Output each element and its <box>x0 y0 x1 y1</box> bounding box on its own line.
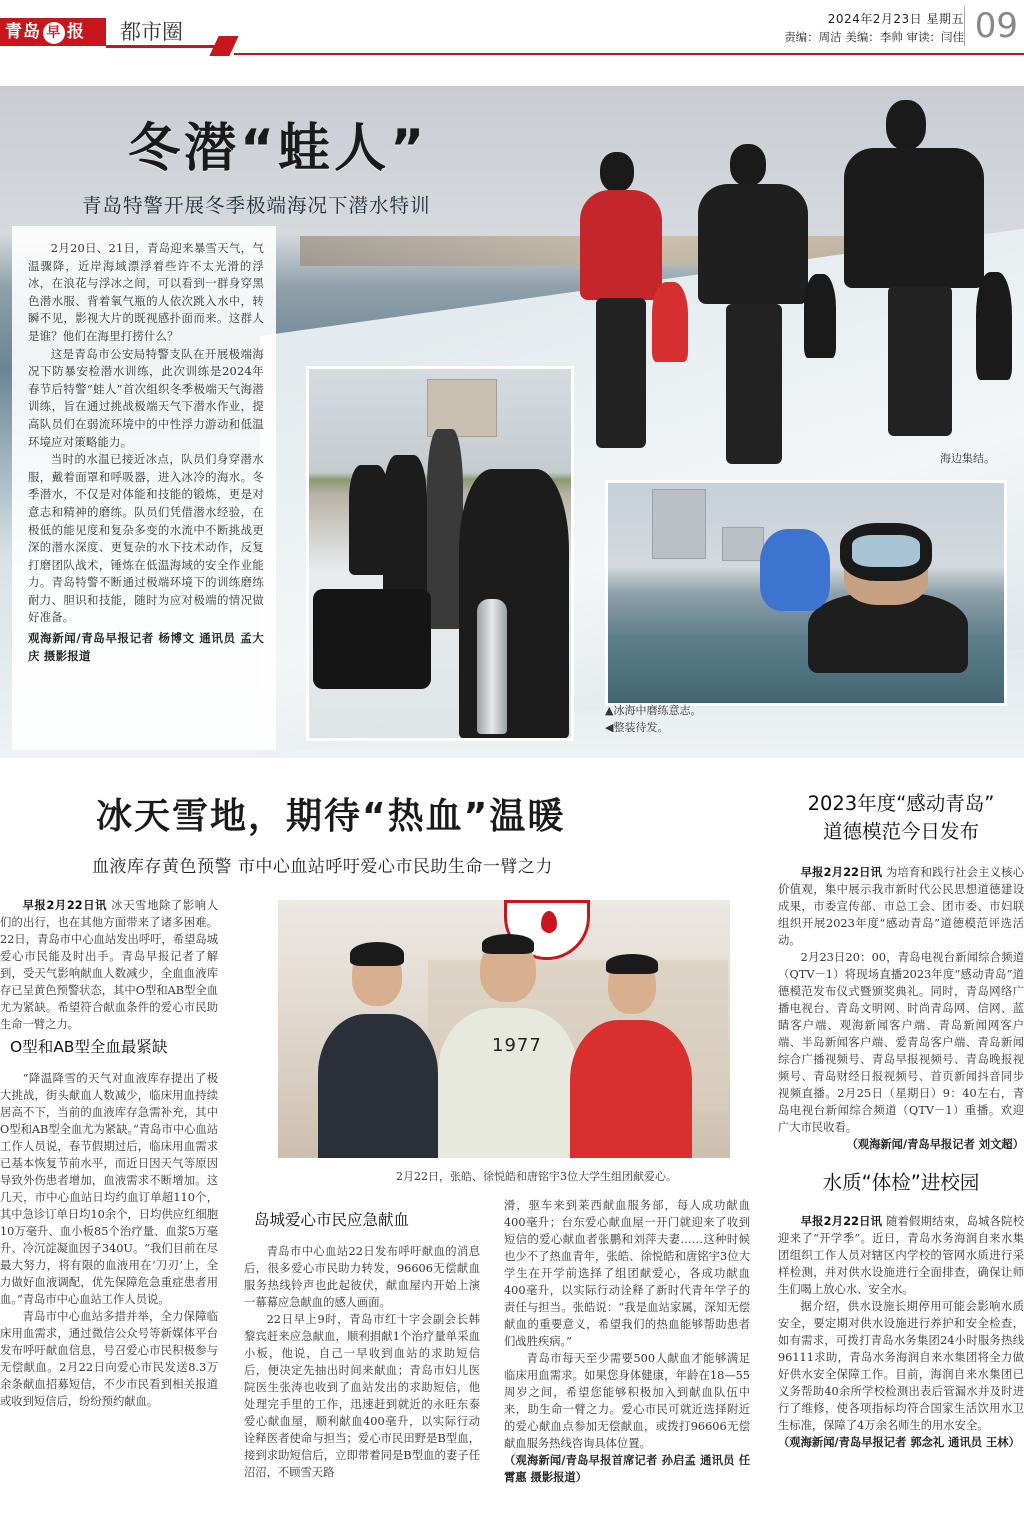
donor-figure <box>318 940 438 1158</box>
dateline: 早报2月22日讯 <box>800 866 883 879</box>
masthead-rule <box>234 53 1024 55</box>
blood-paragraph: 22日早上9时，青岛市红十字会副会长韩黎宾赶来应急献血，顺利捐献1个治疗量单采血小板，他说，自己一早收到血站的求助短信后，便决定先抽出时间来献血；青岛市妇儿医院医生张涛也收到了血站发出的求助短信，他处理完手里的工作，迅速赶到就近的永旺东泰爱心献血屋，顺利献血400毫升，以实际行动诠释医者使命与担当；爱心市民田野是B型血，接到求助短信后，立即带着同是B型血的妻子任沼沼，不顾雪天路 <box>244 1313 480 1479</box>
page-number: 09 <box>964 6 1018 46</box>
blood-section-title: O型和AB型全血最紧缺 <box>10 1038 168 1056</box>
dateline: 早报2月22日讯 <box>800 1215 883 1228</box>
moral-headline <box>778 790 1024 846</box>
blood-byline: （观海新闻/青岛早报首席记者 孙启孟 通讯员 任霄惠 摄影报道） <box>504 1454 750 1484</box>
moral-lead-text: 为培育和践行社会主义核心价值观，集中展示我市新时代公民思想道德建设成果，市委宣传部、市总工会、团市委、市妇联组织开展2023年度“感动青岛”道德模范评选活动。 <box>778 866 1024 947</box>
issue-date: 2024年2月23日 星期五 <box>827 12 964 26</box>
photo-tower <box>652 489 706 559</box>
oxygen-tank <box>477 599 507 734</box>
photo-caption-group <box>605 702 701 736</box>
newspaper-logo <box>0 18 106 46</box>
diver-figure <box>690 144 820 474</box>
blood-lead-paragraph <box>0 897 218 1033</box>
logo-left: 青岛 <box>5 22 41 42</box>
water-lead-text: 随着假期结束，岛城各院校迎来了“开学季”。近日，青岛水务海润自来水集团组织工作人员对辖区内学校的管网水质进行采样检测，并对供水设施进行全面排查，确保让师生们喝上放心水、安全水。 <box>778 1215 1024 1296</box>
editor-credits: 责编：周洁 美编：李帅 审读：闫佳 <box>784 30 964 44</box>
red-fin <box>652 282 688 362</box>
blood-headline: 冰天雪地，期待“热血”温暖 <box>96 796 566 837</box>
blood-column-2 <box>244 1206 480 1531</box>
masthead-info <box>784 10 964 46</box>
blood-paragraph: 青岛市中心血站22日发布呼吁献血的消息后，很多爱心市民助力转发，96606无偿献血服务热线铃声也此起彼伏，献血屋内开始上演一幕幕应急献血的感人画面。 <box>244 1245 480 1309</box>
blood-paragraph: 滑，驱车来到莱西献血服务部，每人成功献血400毫升；台东爱心献血屋一开门就迎来了收到短信的爱心献血者张鹏和刘萍夫妻……这种时候也少不了热血青年，张皓、徐悦皓和唐铭宇3位大学生在开学前选择了组团献爱心，各成功献血400毫升，以实际行动诠释了新时代青年学子的责任与担当。张皓说：“我是血站家属，深知无偿献血的重要意义，希望我们的热血能够帮助患者们战胜疾病。” <box>504 1199 750 1348</box>
black-fin <box>804 274 836 358</box>
blood-paragraph: 青岛市中心血站多措并举，全力保障临床用血需求，通过微信公众号等新媒体平台发布呼吁献血信息，号召爱心市民积极参与无偿献血。2月22日向爱心市民发送8.3万余条献血招募短信，不少市民看到相关报道或收到短信后，纷纷预约献血。 <box>0 1310 218 1408</box>
water-headline: 水质“体检”进校园 <box>822 1171 980 1194</box>
blood-section-title: 岛城爱心市民应急献血 <box>254 1211 410 1229</box>
photo-caption: 2月22日，张皓、徐悦皓和唐铭宇3位大学生组团献爱心。 <box>396 1170 677 1183</box>
feature-story <box>0 86 1024 758</box>
moral-byline: （观海新闻/青岛早报记者 刘文超） <box>846 1138 1024 1151</box>
blood-lead-text: 冰天雪地除了影响人们的出行，也在其他方面带来了诸多困难。22日，青岛市中心血站发出呼吁，希望岛城爱心市民能及时出手。青岛早报记者了解到，受天气影响献血人数减少，全血血液库存已呈黄色预警状态，其中O型和AB型全血尤为紧缺。希望符合献血条件的爱心市民助生命一臂之力。 <box>0 899 218 1031</box>
logo-mark: 早 <box>43 22 65 44</box>
feature-subhead: 青岛特警开展冬季极端海况下潜水特训 <box>82 194 431 217</box>
photo-tower <box>722 527 764 561</box>
moral-paragraph: 2月23日20：00，青岛电视台新闻综合频道（QTV－1）将现场直播2023年度“感动青岛”道德模范发布仪式暨颁奖典礼。同时，青岛网络广播电视台、青岛文明网、时尚青岛网、信网、蓝睛客户端、观海新闻客户端、青岛新闻网客户端、半岛新闻客户端、爱青岛客户端、青岛新闻综合广播视频号、青岛早报视频号、青岛晚报视频号、青岛财经日报视频号、首页新闻抖音同步视频直播。2月25日（星期日）9：40左右，青岛电视台新闻综合频道（QTV－1）重播。欢迎广大市民收看。 <box>778 951 1024 1134</box>
water-byline: （观海新闻/青岛早报记者 郭念礼 通讯员 王林） <box>778 1436 1020 1449</box>
water-story <box>778 1213 1024 1451</box>
prep-figure <box>383 455 427 605</box>
gear-bag <box>313 589 431 689</box>
feature-paragraph: 当时的水温已接近冰点，队员们身穿潜水服，戴着面罩和呼吸器，进入冰冷的海水。冬季潜水，不仅是对体能和技能的锻炼，更是对意志和精神的磨练。队员们凭借潜水经验，在极低的能见度和复杂多变的水流中不断挑战更深的潜水深度、更复杂的水下技术动作，反复打磨团队战术，锤炼在低温海域的安全作业能力。青岛特警不断通过极端环境下的训练磨练耐力、胆识和技能，随时为应对极端的情况做好准备。 <box>28 452 264 625</box>
blood-paragraph: 青岛市每天至少需要500人献血才能够满足临床用血需求。如果您身体健康，年龄在18—55周岁之间，希望您能够积极加入到献血队伍中来，助生命一臂之力。爱心市民可就近选择附近的爱心献血点参加无偿献血，或拨打96606无偿献血服务热线咨询具体位置。 <box>504 1352 750 1450</box>
moral-headline-line: 2023年度“感动青岛” <box>807 792 995 815</box>
prep-figure <box>427 429 463 629</box>
donor-figure <box>570 954 692 1158</box>
photo-gearing-up <box>306 366 574 741</box>
photo-diver-in-water <box>605 480 1007 706</box>
diver-figure <box>840 100 1000 460</box>
feature-paragraph: 2月20日、21日，青岛迎来暴雪天气，气温骤降，近岸海域漂浮着些许不太光滑的浮冰，在浪花与浮冰之间，可以看到一群身穿黑色潜水服、背着氧气瓶的人依次跳入水中，转瞬不见，影视大片的既视感扑面而来。这群人是谁？他们在海里打捞什么？ <box>28 241 264 343</box>
water-paragraph <box>778 1213 1024 1298</box>
moral-story <box>778 864 1024 1153</box>
moral-paragraph <box>778 864 1024 949</box>
masthead <box>0 0 1024 62</box>
black-fin <box>976 272 1012 380</box>
section-name: 都市圈 <box>106 16 218 48</box>
photo-caption: ◀整装待发。 <box>605 721 669 734</box>
moral-headline-line: 道德模范今日发布 <box>822 820 979 843</box>
feature-text-box <box>12 226 276 750</box>
feature-paragraph: 这是青岛市公安局特警支队在开展极端海况下防暴安检潜水训练，此次训练是2024年春节后特警“蛙人”首次组织冬季极端天气海潜训练，旨在通过挑战极端天气下潜水作业，提高队员们在弱流环境中的中性浮力游动和低温环境应对策略能力。 <box>28 346 264 449</box>
right-column <box>778 790 1024 1531</box>
water-paragraph: 据介绍，供水设施长期停用可能会影响水质安全，要定期对供水设施进行养护和安全检查，如有需求，可拨打青岛水务集团24小时服务热线96111求助，青岛水务海润自来水集团将全力做好供水安全保障工作。目前，海润自来水集团已义务帮助40余所学校检测出表后管漏水并及时进行了维修，使各项指标均符合国家生活饮用水卫生标准，保障了4万余名师生的用水安全。 <box>778 1300 1024 1432</box>
blood-paragraph: “降温降雪的天气对血液库存提出了极大挑战，街头献血人数减少，临床用血持续居高不下，当前的血液库存急需补充，其中O型和AB型全血尤为紧缺。”青岛市中心血站工作人员说，春节假期过后，临床用血需求已基本恢复节前水平，而近日因天气等原因导致外伤患者增加，血液需求不断增加。这几天，市中心血站日均约血订单超110个，其中急诊订单日均10余个，日均供应红细胞10万毫升、血小板85个治疗量、血浆5万毫升、冷沉淀凝血因子340U。“我们目前在尽最大努力，将有限的血液用在‘刀刃’上，全力做好血液调配，优先保障危急重症患者用血。”青岛市中心血站工作人员说。 <box>0 1072 218 1306</box>
blood-subhead: 血液库存黄色预警 市中心血站呼吁爱心市民助生命一臂之力 <box>92 857 553 877</box>
ok-hand-glove <box>760 529 830 611</box>
feature-byline: 观海新闻/青岛早报记者 杨博文 通讯员 孟大庆 摄影报道 <box>28 631 264 664</box>
prep-figure <box>459 469 569 739</box>
photo-caption: 海边集结。 <box>940 452 995 465</box>
dateline: 早报2月22日讯 <box>22 899 108 912</box>
blood-column-3 <box>504 1197 750 1531</box>
photo-caption: ▲冰海中磨练意志。 <box>605 704 702 717</box>
diving-mask <box>840 523 932 581</box>
feature-headline: 冬潜“蛙人” <box>128 119 429 179</box>
sweater-number: 1977 <box>492 1035 542 1056</box>
bottom-section <box>0 770 1024 1531</box>
logo-right: 报 <box>67 22 85 42</box>
blood-column-1 <box>0 897 218 1531</box>
photo-blood-donors <box>278 900 730 1158</box>
diver-suit <box>808 593 968 673</box>
